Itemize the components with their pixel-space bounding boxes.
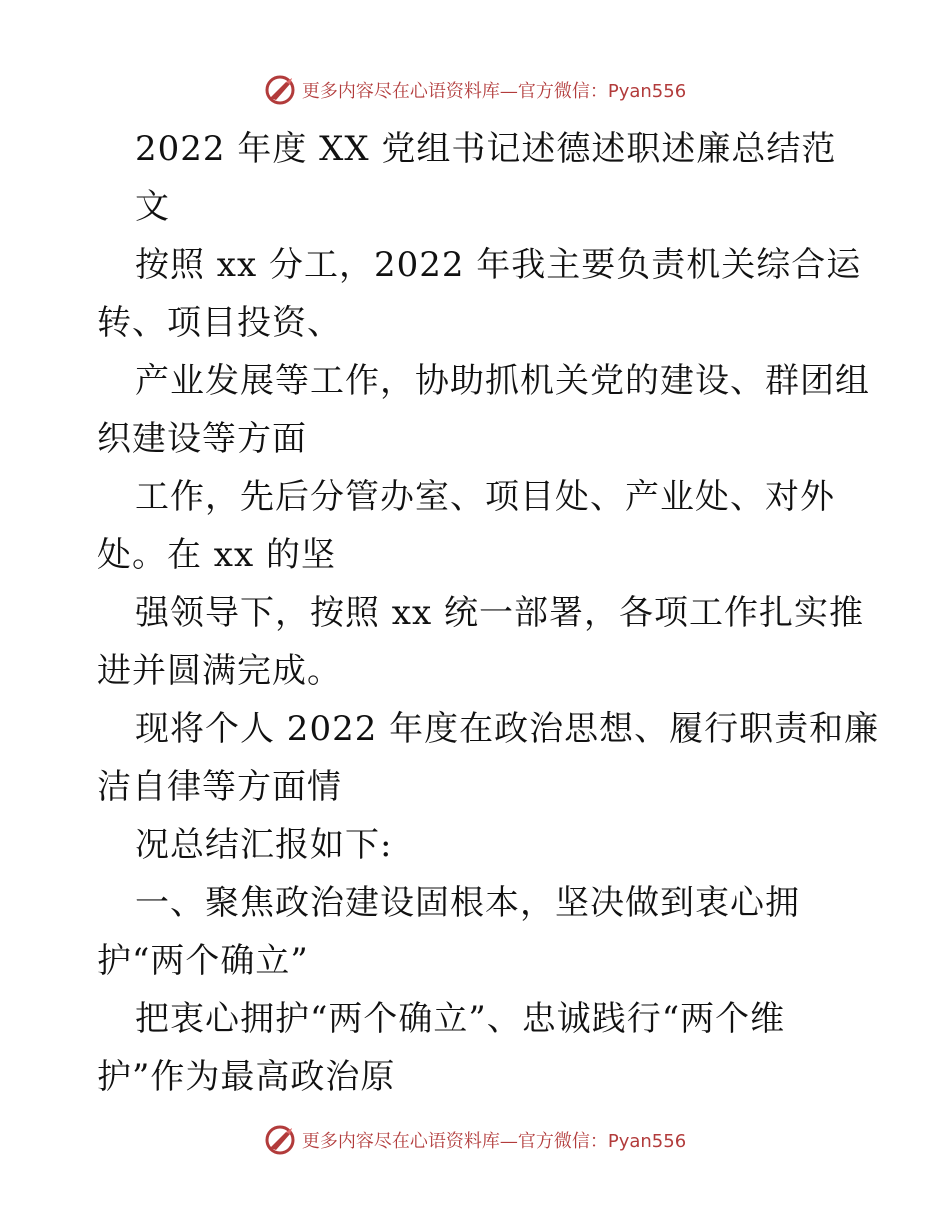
body-text-line: 一、聚焦政治建设固根本，坚决做到衷心拥: [135, 883, 800, 923]
quill-logo-icon: [264, 74, 296, 106]
body-text-line: 强领导下，按照 xx 统一部署，各项工作扎实推: [135, 593, 864, 633]
body-text-line: 按照 xx 分工，2022 年我主要负责机关综合运: [135, 245, 862, 285]
banner-label: 更多内容尽在心语资料库—官方微信：: [301, 81, 608, 102]
body-text-line: 洁自律等方面情: [97, 767, 342, 807]
body-text-line: 织建设等方面: [97, 419, 307, 459]
body-text-line: 护“两个确立”: [97, 941, 309, 981]
quill-logo-icon: [264, 1124, 296, 1156]
banner-text: [302, 77, 686, 103]
body-text-line: 产业发展等工作，协助抓机关党的建设、群团组: [135, 361, 870, 401]
footer-banner: [0, 1120, 950, 1160]
document-body: [97, 120, 880, 1106]
body-text-line: 护”作为最高政治原: [97, 1057, 396, 1097]
body-text-line: 转、项目投资、: [97, 303, 342, 343]
body-text-line: 进并圆满完成。: [97, 651, 342, 691]
banner-text: [302, 1127, 686, 1153]
banner-wechat-id: Pyan556: [607, 81, 687, 102]
header-banner: [0, 70, 950, 110]
banner-wechat-id: Pyan556: [607, 1131, 687, 1152]
banner-label: 更多内容尽在心语资料库—官方微信：: [301, 1131, 608, 1152]
body-text-line: 处。在 xx 的坚: [97, 535, 336, 575]
body-text-line: 把衷心拥护“两个确立”、忠诚践行“两个维: [135, 999, 786, 1039]
body-text-line: 2022 年度 XX 党组书记述德述职述廉总结范: [135, 129, 837, 169]
body-text-line: 现将个人 2022 年度在政治思想、履行职责和廉: [135, 709, 880, 749]
body-text-line: 文: [135, 187, 170, 227]
body-text-line: 工作，先后分管办室、项目处、产业处、对外: [135, 477, 835, 517]
body-text-line: 况总结汇报如下:: [135, 825, 393, 865]
